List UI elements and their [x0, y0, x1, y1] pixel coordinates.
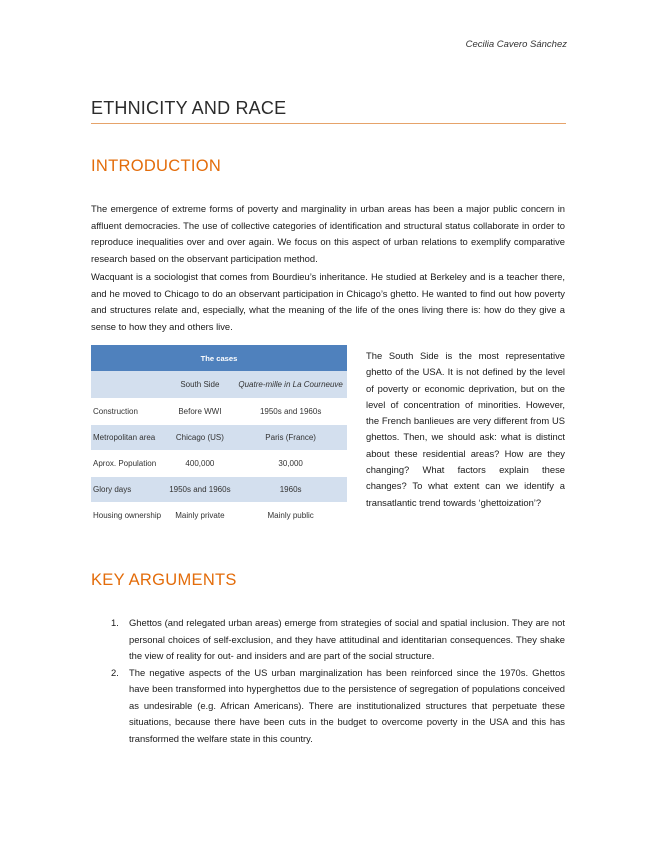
cell-quatre-mille: 30,000 [234, 451, 347, 477]
table-header-empty [91, 371, 166, 399]
table-header-row [91, 371, 347, 399]
cell-quatre-mille: Mainly public [234, 503, 347, 529]
key-arguments-heading: KEY ARGUMENTS [91, 571, 237, 589]
row-label: Housing ownership [91, 503, 166, 529]
cell-south-side: 1950s and 1960s [166, 477, 235, 503]
cell-south-side: 400,000 [166, 451, 235, 477]
cell-quatre-mille: 1950s and 1960s [234, 399, 347, 425]
list-item-number: 1. [111, 617, 119, 628]
cell-south-side: Before WWI [166, 399, 235, 425]
table-row [91, 503, 347, 529]
row-label: Glory days [91, 477, 166, 503]
table-caption: The cases [91, 345, 347, 371]
row-label: Aprox. Population [91, 451, 166, 477]
author-name: Cecilia Cavero Sánchez [465, 39, 567, 50]
cell-south-side: Mainly private [166, 503, 235, 529]
cases-table [91, 345, 347, 529]
row-label: Metropolitan area [91, 425, 166, 451]
cell-south-side: Chicago (US) [166, 425, 235, 451]
cell-quatre-mille: Paris (France) [234, 425, 347, 451]
table-row [91, 425, 347, 451]
table-row [91, 451, 347, 477]
row-label: Construction [91, 399, 166, 425]
cell-quatre-mille: 1960s [234, 477, 347, 503]
table-row [91, 399, 347, 425]
table-header-south-side: South Side [166, 371, 235, 399]
list-item-text: The negative aspects of the US urban marginalization has been reinforced since the 1970s. Ghettos have been transformed into hyperghettos due to the persistence of segregation of populations conceived as undesirable (e.g. African Americans). There are institutionalized structures that perpetuate these situations, because there have been cuts in the budget to overcome poverty in the USA and this has transformed the welfare state in this country. [129, 666, 565, 744]
list-item [91, 615, 565, 665]
key-arguments-list [91, 615, 565, 747]
introduction-heading: INTRODUCTION [91, 157, 222, 175]
list-item-text: Ghettos (and relegated urban areas) emerge from strategies of social and spatial inclusion. They are not personal choices of self-exclusion, and they have attitudinal and identitarian consequences. They shake the view of reality for out- and insiders and are part of the social structure. [129, 617, 565, 661]
list-item [91, 665, 565, 748]
table-row [91, 477, 347, 503]
list-item-number: 2. [111, 666, 119, 678]
intro-paragraph-1: The emergence of extreme forms of poverty and marginality in urban areas has been a major public concern in affluent democracies. The use of collective categories of identification and structural status collaborate in order to reproduce inequalities over and over again. We focus on this aspect of urban relations to exemplify comparative research based on the observant participation method. [91, 203, 565, 264]
document-title: ETHNICITY AND RACE [91, 98, 566, 124]
table-header-quatre-mille: Quatre-mille in La Courneuve [234, 371, 347, 399]
south-side-paragraph: The South Side is the most representative ghetto of the USA. It is not defined by the level of poverty or economic deprivation, but on the level of concentration of minorities. However, the French banlieues are very different from US ghettos. Then, we should ask: what is distinct about these residential areas? How are they changing? What factors explain these changes? To what extent can we identify a transatlantic trend towards ‘ghettoization’? [366, 350, 565, 508]
intro-paragraph-2: Wacquant is a sociologist that comes from Bourdieu’s inheritance. He studied at Berkeley and is a teacher there, and he moved to Chicago to do an observant participation in Chicago’s ghetto. He wanted to find out how poverty and structures relate and, especially, what the meaning of the life of the ones living there is: how do they give a sense to how they and others live. [91, 271, 565, 332]
